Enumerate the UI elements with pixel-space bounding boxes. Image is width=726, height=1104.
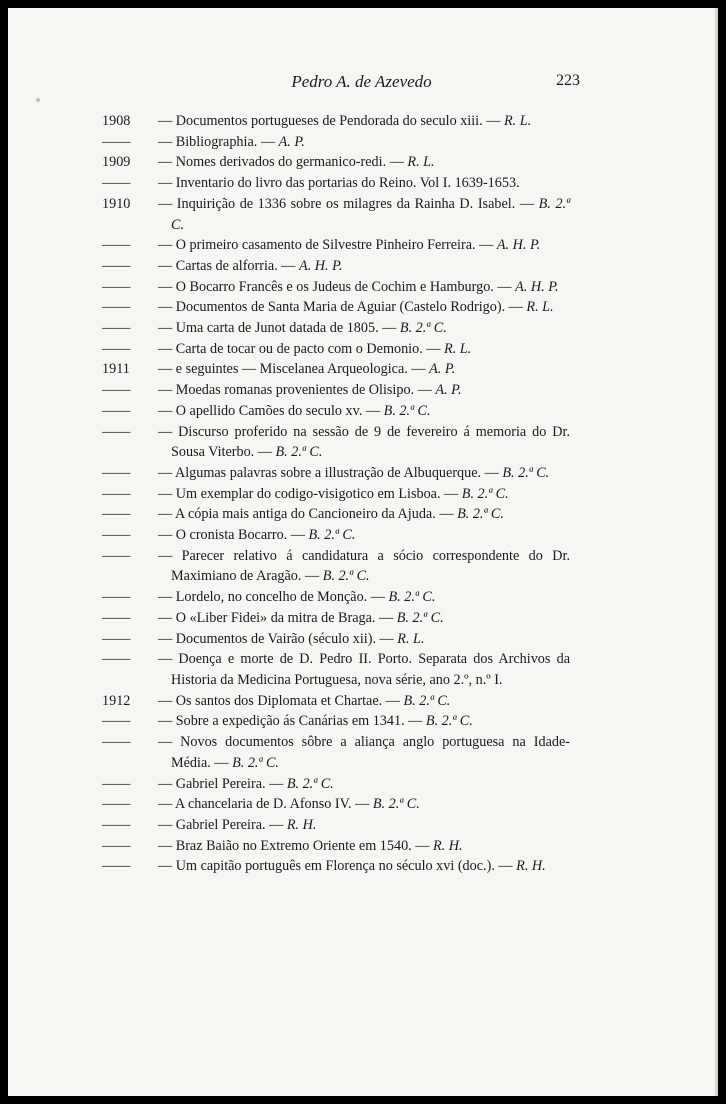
- entry-text: Inquirição de 1336 sobre os milagres da Rainha D. Isabel. —: [176, 195, 535, 212]
- entry-dash: —: [158, 237, 176, 254]
- entry-dash: —: [158, 278, 176, 295]
- entry-year: ——: [102, 423, 131, 440]
- entry-text: Gabriel Pereira. —: [175, 816, 284, 833]
- entry-year: 1908: [102, 113, 131, 129]
- bibliography-entry: [8, 380, 715, 401]
- entry-year: ——: [102, 651, 131, 668]
- entry-year: ——: [102, 858, 131, 875]
- entry-text: Cartas de alforria. —: [175, 257, 296, 274]
- entry-dash: —: [158, 796, 175, 813]
- bibliography-entry: [8, 297, 715, 318]
- entry-dash: —: [158, 858, 176, 875]
- entry-year: ——: [102, 175, 131, 192]
- entry-dash: —: [158, 609, 176, 626]
- bibliography-entry: [8, 608, 715, 629]
- bibliography-entry: [8, 691, 715, 712]
- entry-dash: —: [158, 340, 176, 357]
- entry-source: A. H. P.: [496, 237, 541, 254]
- entry-year: ——: [102, 402, 131, 419]
- bibliography-entry: [8, 856, 715, 877]
- entry-dash: —: [158, 133, 176, 150]
- entry-year: ——: [102, 257, 131, 274]
- bibliography-entry: [8, 629, 715, 650]
- entry-text: O «Liber Fidei» da mitra de Braga. —: [175, 609, 394, 626]
- entry-source: B. 2.ª C.: [308, 527, 356, 544]
- bibliography-entry: [8, 173, 715, 194]
- bibliography-entry: [8, 256, 715, 277]
- entry-dash: —: [158, 816, 176, 833]
- entry-source: B. 2.ª C.: [171, 195, 571, 233]
- bibliography-entry: [8, 359, 715, 380]
- entry-dash: —: [158, 154, 176, 171]
- entry-dash: —: [158, 175, 176, 192]
- entry-text: O primeiro casamento de Silvestre Pinheiro Ferreira. —: [175, 237, 494, 254]
- entry-text: Parecer relativo á candidatura a sócio correspondente do Dr. Maximiano de Aragão. —: [171, 547, 570, 585]
- entry-text: e seguintes — Miscelanea Arqueologica. —: [175, 361, 426, 378]
- bibliography-entry: [8, 484, 715, 505]
- bibliography-entry: [8, 401, 715, 422]
- entry-source: R. H.: [286, 816, 317, 833]
- entry-text: A chancelaria de D. Afonso IV. —: [174, 796, 370, 813]
- entry-source: R. H.: [516, 858, 546, 875]
- entry-source: B. 2.ª C.: [286, 775, 334, 792]
- entry-dash: —: [158, 195, 177, 212]
- entry-dash: —: [158, 837, 176, 854]
- entry-year: 1909: [102, 154, 131, 171]
- entry-text: O Bocarro Francês e os Judeus de Cochim e Hamburgo. —: [175, 278, 512, 295]
- entry-source: B. 2.ª C.: [372, 796, 420, 813]
- bibliography-entry: [8, 277, 715, 298]
- page-speck: [36, 98, 40, 102]
- entry-year: ——: [102, 464, 131, 481]
- entry-source: B. 2.ª C.: [403, 692, 451, 709]
- entry-dash: —: [158, 402, 176, 419]
- entry-year: ——: [102, 630, 131, 647]
- entry-text: Inventario do livro das portarias do Reino. Vol I. 1639-1653.: [175, 175, 520, 192]
- entry-source: B. 2.ª C.: [502, 464, 550, 481]
- entry-source: A. P.: [429, 361, 456, 378]
- entry-year: ——: [102, 796, 131, 813]
- entry-year: ——: [102, 775, 131, 792]
- entry-year: ——: [102, 320, 131, 337]
- bibliography-entry: [8, 152, 715, 173]
- entry-dash: —: [158, 734, 181, 751]
- entry-text: Bibliographia. —: [175, 133, 276, 150]
- entry-year: ——: [102, 382, 131, 399]
- entry-dash: —: [158, 713, 176, 730]
- bibliography-entry: [8, 463, 715, 484]
- bibliography-entry: [8, 587, 715, 608]
- entry-text: A cópia mais antiga do Cancioneiro da Ajuda. —: [174, 506, 454, 523]
- entry-dash: —: [158, 257, 176, 274]
- entry-text: Os santos dos Diplomata et Chartae. —: [175, 692, 400, 709]
- entry-year: ——: [102, 340, 131, 357]
- bibliography-entry: [8, 318, 715, 339]
- entry-dash: —: [158, 113, 176, 129]
- entry-source: B. 2.ª C.: [322, 568, 370, 585]
- entry-text: Gabriel Pereira. —: [175, 775, 284, 792]
- bibliography-entry: [8, 111, 715, 132]
- bibliography-entry: [8, 504, 715, 525]
- entry-text: Sobre a expedição ás Canárias em 1341. —: [175, 713, 423, 730]
- entry-year: ——: [102, 485, 131, 502]
- entry-dash: —: [158, 464, 175, 481]
- entry-text: Doença e morte de D. Pedro II. Porto. Separata dos Archivos da Historia da Medicina Portuguesa, nova série, ano 2.º, n.º I.: [171, 651, 571, 688]
- entry-dash: —: [158, 589, 176, 606]
- entry-source: R. L.: [407, 154, 435, 171]
- entry-year: ——: [102, 299, 131, 316]
- entry-source: R. L.: [397, 630, 425, 647]
- entry-text: Documentos de Vairão (século xii). —: [175, 630, 394, 647]
- entry-text: Um exemplar do codigo-visigotico em Lisboa. —: [175, 485, 459, 502]
- entry-dash: —: [158, 506, 175, 523]
- entry-text: Moedas romanas provenientes de Olisipo. —: [175, 382, 432, 399]
- entry-text: Novos documentos sôbre a aliança anglo portuguesa na Idade-Média. —: [171, 734, 571, 771]
- entry-dash: —: [158, 775, 176, 792]
- entry-dash: —: [158, 382, 176, 399]
- bibliography-entry: [8, 525, 715, 546]
- entry-dash: —: [158, 423, 179, 440]
- entry-year: ——: [102, 527, 131, 544]
- entry-source: B. 2.ª C.: [232, 754, 279, 771]
- entry-source: A. P.: [278, 133, 305, 150]
- bibliography-entry: [8, 711, 715, 732]
- entry-year: ——: [102, 589, 131, 606]
- entry-year: ——: [102, 609, 131, 626]
- entry-source: B. 2.ª C.: [399, 320, 447, 337]
- entry-dash: —: [158, 527, 176, 544]
- entry-text: Carta de tocar ou de pacto com o Demonio. —: [175, 340, 441, 357]
- entry-source: A. P.: [435, 382, 462, 399]
- bibliography-entry: [8, 794, 715, 815]
- entry-dash: —: [158, 547, 182, 564]
- bibliography-entry: [8, 815, 715, 836]
- entry-source: B. 2.ª C.: [383, 402, 431, 419]
- bibliography-entry: [8, 546, 715, 587]
- bibliography-entry: [8, 132, 715, 153]
- bibliography-entry: [8, 235, 715, 256]
- entry-dash: —: [158, 651, 179, 668]
- entry-source: R. L.: [503, 113, 532, 129]
- entry-dash: —: [158, 630, 176, 647]
- bibliography-entry: [8, 649, 715, 690]
- entry-text: Documentos portugueses de Pendorada do seculo xiii. —: [175, 113, 501, 129]
- entry-text: Braz Baião no Extremo Oriente em 1540. —: [175, 837, 430, 854]
- bibliography-entry: [8, 732, 715, 773]
- entry-text: Documentos de Santa Maria de Aguiar (Castelo Rodrigo). —: [175, 299, 523, 316]
- entry-source: R. H.: [433, 837, 463, 854]
- entry-year: ——: [102, 278, 131, 295]
- entry-source: R. L.: [526, 299, 554, 316]
- entry-source: R. L.: [444, 340, 472, 357]
- entry-dash: —: [158, 320, 176, 337]
- bibliography-entry: [8, 194, 715, 235]
- entry-text: Discurso proferido na sessão de 9 de fevereiro á memoria do Dr. Sousa Viterbo. —: [171, 423, 570, 461]
- book-page: [8, 8, 718, 1096]
- page-number: 223: [556, 72, 580, 89]
- entry-year: 1910: [102, 195, 131, 212]
- entry-year: ——: [102, 734, 131, 751]
- entry-source: B. 2.ª C.: [425, 713, 473, 730]
- running-title: Pedro A. de Azevedo: [291, 72, 432, 91]
- entry-year: ——: [102, 506, 131, 523]
- bibliography-entry: [8, 836, 715, 857]
- entry-text: Lordelo, no concelho de Monção. —: [175, 589, 385, 606]
- entry-text: O cronista Bocarro. —: [175, 527, 305, 544]
- bibliography-entry: [8, 774, 715, 795]
- entry-year: ——: [102, 133, 131, 150]
- bibliography-entry: [8, 422, 715, 463]
- entry-source: A. H. P.: [299, 257, 343, 274]
- entry-dash: —: [158, 361, 176, 378]
- entry-source: B. 2.ª C.: [275, 444, 323, 461]
- entry-text: Algumas palavras sobre a illustração de Albuquerque. —: [174, 464, 499, 481]
- entry-text: Um capitão português em Florença no século xvi (doc.). —: [175, 858, 513, 875]
- entry-year: ——: [102, 816, 131, 833]
- entry-source: B. 2.ª C.: [457, 506, 504, 523]
- entry-source: B. 2.ª C.: [396, 609, 444, 626]
- entry-year: 1911: [102, 361, 130, 378]
- entry-source: B. 2.ª C.: [388, 589, 436, 606]
- entry-text: O apellido Camões do seculo xv. —: [175, 402, 381, 419]
- bibliography-entry: [8, 339, 715, 360]
- entry-source: B. 2.ª C.: [461, 485, 509, 502]
- entry-year: ——: [102, 837, 131, 854]
- entry-dash: —: [158, 299, 176, 316]
- entry-year: 1912: [102, 692, 131, 709]
- entry-text: Uma carta de Junot datada de 1805. —: [175, 320, 397, 337]
- entry-year: ——: [102, 237, 131, 254]
- running-header: [8, 72, 715, 96]
- bibliography-list: [8, 111, 715, 877]
- entry-dash: —: [158, 692, 176, 709]
- entry-dash: —: [158, 485, 176, 502]
- entry-year: ——: [102, 547, 131, 564]
- entry-source: A. H. P.: [515, 278, 559, 295]
- entry-year: ——: [102, 713, 131, 730]
- entry-text: Nomes derivados do germanico-redi. —: [175, 154, 404, 171]
